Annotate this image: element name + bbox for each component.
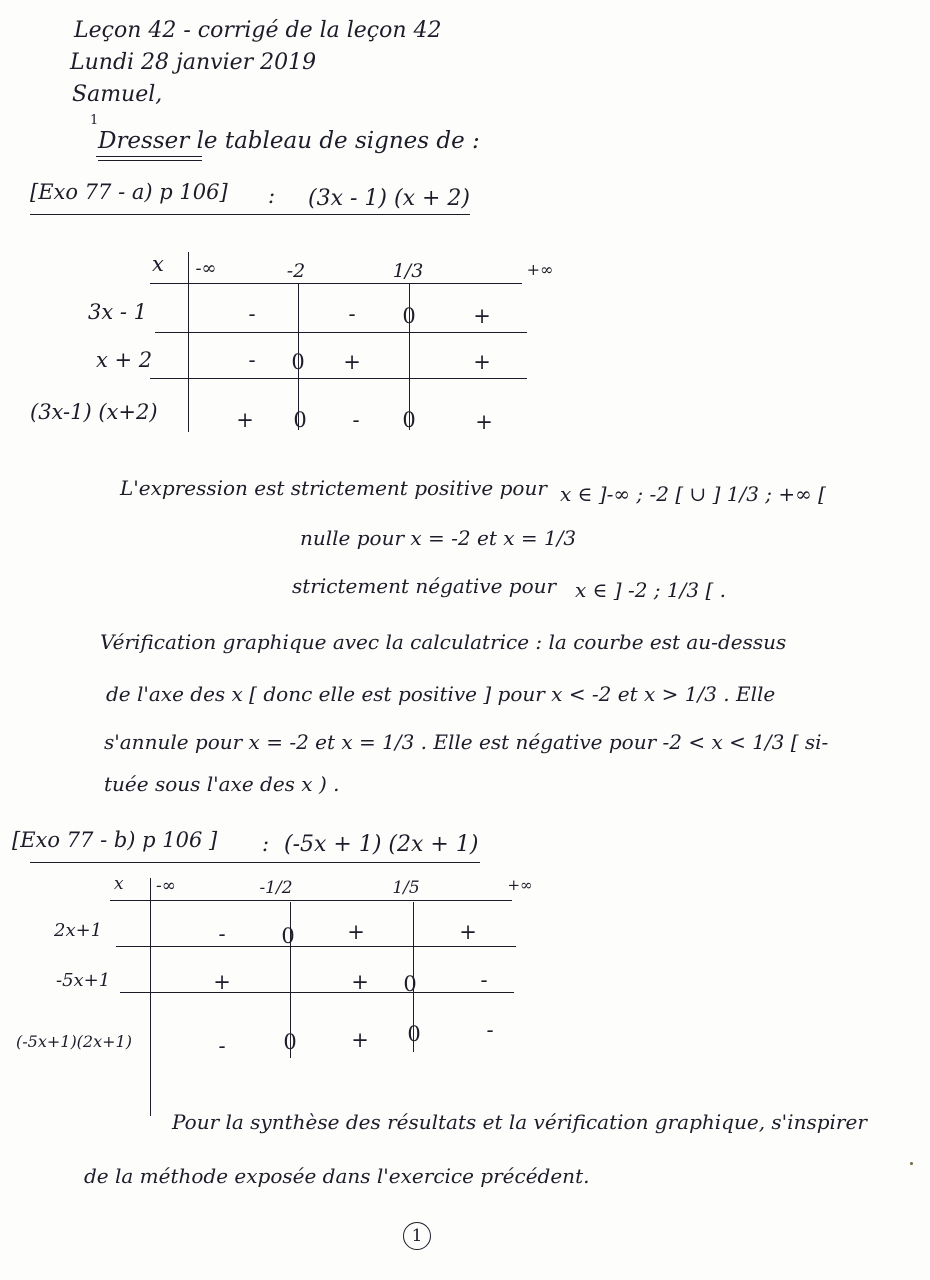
table1-row1-cell5: +	[473, 304, 491, 328]
exo1-underline	[30, 214, 470, 215]
table1-row2-cell3: +	[343, 350, 361, 374]
table2-row3-cell3: +	[351, 1028, 369, 1052]
verification-line-4: tuée sous l'axe des x ) .	[104, 772, 340, 796]
table1-row2-cell5: +	[473, 350, 491, 374]
table2-x-label: x	[114, 874, 124, 894]
section-title-underline	[96, 156, 202, 157]
table2-row1-line	[116, 946, 516, 947]
header-date: Lundi 28 janvier 2019	[70, 50, 317, 75]
table2-row2-cell3: +	[351, 970, 369, 994]
section-title: Dresser le tableau de signes de :	[98, 128, 480, 154]
table1-row3-zero-1: 0	[293, 408, 307, 432]
table1-row1-cell3: -	[348, 302, 356, 326]
verification-line-1: Vérification graphique avec la calculatrice : la courbe est au-dessus	[100, 630, 787, 654]
table1-row1-line	[155, 332, 527, 333]
table2-row2-line	[120, 992, 514, 993]
table1-row3-cell1: +	[236, 408, 254, 432]
table2-row2-cell1: +	[213, 970, 231, 994]
table1-row2-label: x + 2	[96, 348, 153, 372]
exo2-expression: (-5x + 1) (2x + 1)	[284, 832, 479, 857]
conclusion-negative-set: x ∈ ] -2 ; 1/3 [ .	[575, 578, 726, 602]
table2-bound-root-2: 1/5	[392, 878, 420, 898]
synthesis-line-2: de la méthode exposée dans l'exercice précédent.	[84, 1164, 590, 1188]
table2-row2-cell5: -	[480, 968, 488, 992]
table2-bound-root-1: -1/2	[259, 878, 293, 898]
exo2-reference: [Exo 77 - b) p 106 ]	[12, 828, 218, 852]
conclusion-positive-set: x ∈ ]-∞ ; -2 [ ∪ ] 1/3 ; +∞ [	[560, 482, 826, 506]
verification-line-3: s'annule pour x = -2 et x = 1/3 . Elle est négative pour -2 < x < 1/3 [ si-	[104, 730, 829, 754]
table2-row1-label: 2x+1	[54, 920, 103, 941]
table2-row1-cell3: +	[347, 920, 365, 944]
table2-row1-cell1: -	[218, 922, 226, 946]
table1-bound-root-1: -2	[286, 260, 306, 282]
table1-label-divider	[188, 252, 189, 432]
table1-x-label: x	[152, 252, 164, 276]
table2-row3-cell5: -	[486, 1018, 494, 1042]
table1-row3-label: (3x-1) (x+2)	[30, 400, 158, 424]
synthesis-line-1: Pour la synthèse des résultats et la vérification graphique, s'inspirer	[172, 1110, 867, 1134]
table2-header-line	[110, 900, 512, 901]
table1-row2-cell1: -	[248, 348, 256, 372]
table1-bound-root-2: 1/3	[392, 260, 424, 282]
section-title-underline-2	[98, 160, 202, 161]
table1-row1-label: 3x - 1	[88, 300, 148, 324]
conclusion-positive: L'expression est strictement positive pour	[120, 476, 547, 500]
conclusion-null: nulle pour x = -2 et x = 1/3	[300, 526, 577, 550]
conclusion-negative: strictement négative pour	[292, 574, 557, 598]
table1-row3-zero-2: 0	[402, 408, 416, 432]
exo1-reference: [Exo 77 - a) p 106]	[30, 180, 228, 204]
table2-row2-zero: 0	[403, 972, 417, 996]
table1-row1-zero: 0	[402, 304, 416, 328]
header-line-1: Leçon 42 - corrigé de la leçon 42	[74, 18, 442, 43]
table2-row1-cell5: +	[459, 920, 477, 944]
table1-row3-cell5: +	[475, 410, 493, 434]
exo2-colon: :	[262, 832, 270, 856]
table1-bound-minus-inf: -∞	[195, 258, 217, 279]
table2-row3-zero-2: 0	[407, 1022, 421, 1046]
table1-bound-plus-inf: +∞	[526, 260, 554, 279]
table2-row2-label: -5x+1	[56, 970, 111, 991]
paper-speck	[910, 1162, 913, 1165]
header-name: Samuel,	[72, 82, 163, 107]
table1-row1-cell1: -	[248, 302, 256, 326]
table2-bound-plus-inf: +∞	[507, 876, 533, 894]
table2-row3-label: (-5x+1)(2x+1)	[16, 1032, 132, 1051]
table1-row2-zero: 0	[291, 350, 305, 374]
table2-row3-cell1: -	[218, 1034, 226, 1058]
page-number: 1	[403, 1222, 431, 1250]
table1-row3-cell3: -	[352, 408, 360, 432]
table2-label-divider	[150, 878, 151, 1116]
exo1-expression: (3x - 1) (x + 2)	[308, 186, 470, 211]
table2-bound-minus-inf: -∞	[156, 876, 176, 896]
table1-header-line	[150, 283, 522, 284]
table1-row2-line	[150, 378, 527, 379]
verification-line-2: de l'axe des x [ donc elle est positive ] pour x < -2 et x > 1/3 . Elle	[106, 682, 776, 706]
exo1-colon: :	[268, 184, 276, 208]
table2-row3-zero-1: 0	[283, 1030, 297, 1054]
section-number: 1	[90, 113, 99, 128]
table2-row1-zero: 0	[281, 924, 295, 948]
exo2-underline	[30, 862, 480, 863]
